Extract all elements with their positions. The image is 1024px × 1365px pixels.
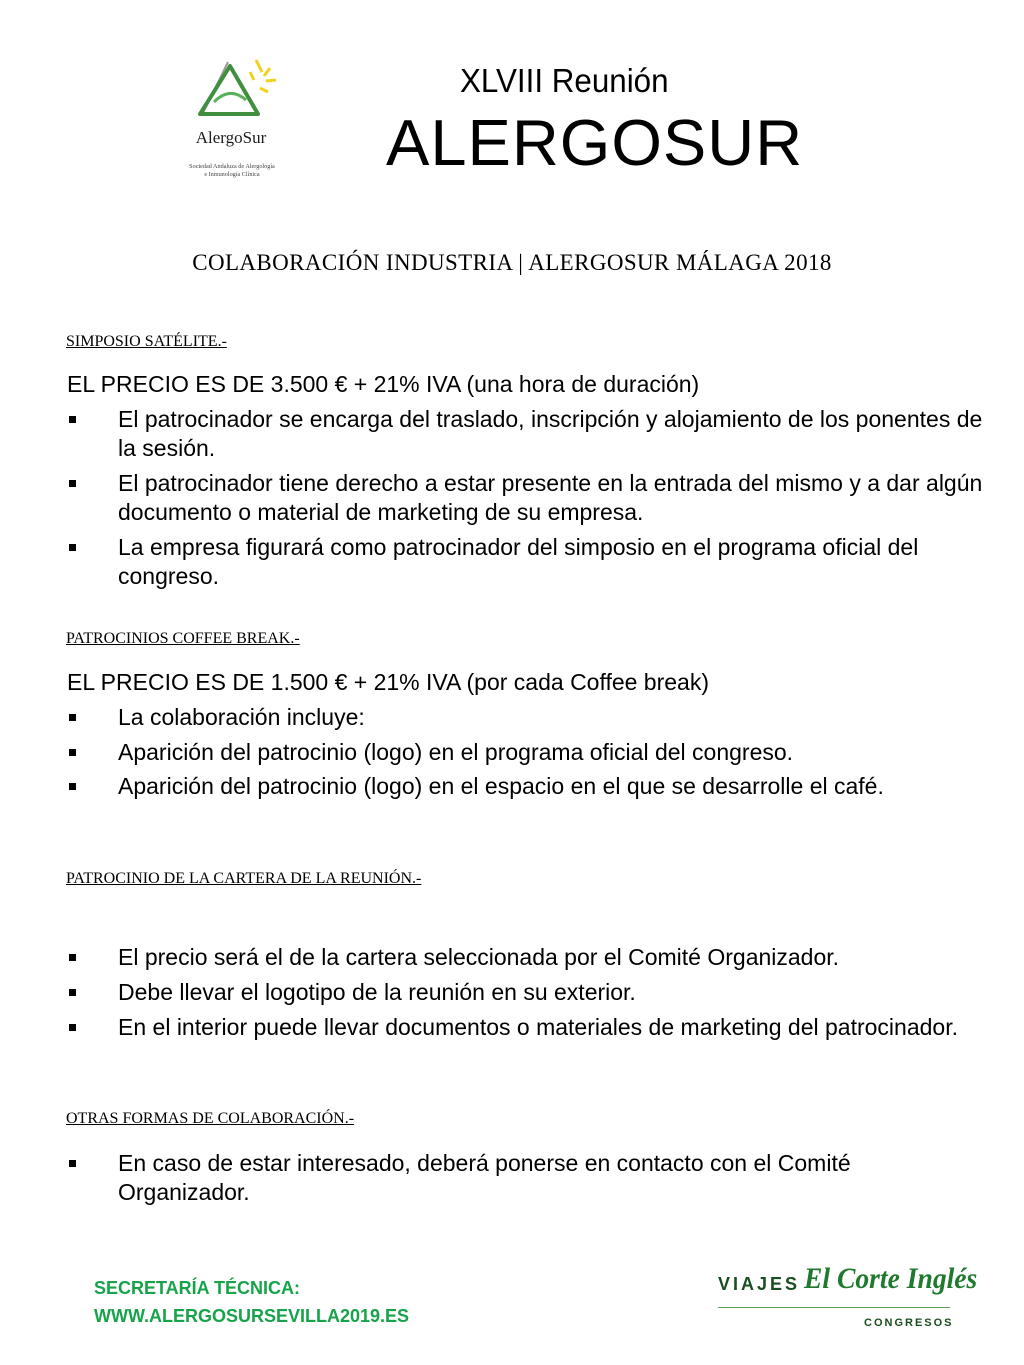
section-heading-cartera: PATROCINIO DE LA CARTERA DE LA REUNIÓN.- — [66, 870, 422, 887]
list-item: Debe llevar el logotipo de la reunión en su exterior. — [67, 978, 987, 1007]
list-item: El precio será el de la cartera seleccionada por el Comité Organizador. — [67, 943, 987, 972]
list-item: La colaboración incluye: — [67, 703, 987, 732]
section-heading-otras: OTRAS FORMAS DE COLABORACIÓN.- — [66, 1110, 355, 1127]
bullet-icon — [69, 749, 76, 756]
bullet-icon — [69, 714, 76, 721]
price-line-simposio: EL PRECIO ES DE 3.500 € + 21% IVA (una hora de duración) — [67, 371, 700, 397]
bullet-icon — [69, 989, 76, 996]
footer-label: SECRETARÍA TÉCNICA: — [94, 1278, 300, 1298]
list-item: Aparición del patrocinio (logo) en el programa oficial del congreso. — [67, 738, 987, 767]
bullet-icon — [69, 416, 76, 423]
brand-viajes: VIAJES — [718, 1274, 801, 1294]
list-item: El patrocinador se encarga del traslado, inscripción y alojamiento de los ponentes de la sesión. — [67, 405, 987, 463]
section-heading-coffee-break: PATROCINIOS COFFEE BREAK.- — [66, 630, 300, 647]
list-item: En caso de estar interesado, deberá ponerse en contacto con el Comité Organizador. — [67, 1149, 987, 1207]
bullet-icon — [69, 954, 76, 961]
bullet-icon — [69, 480, 76, 487]
page-title: COLABORACIÓN INDUSTRIA | ALERGOSUR MÁLAGA 2018 — [192, 250, 832, 275]
brand-divider — [718, 1307, 950, 1308]
logo-name: AlergoSur — [195, 128, 267, 147]
brand-congresos: CONGRESOS — [864, 1317, 954, 1329]
logo-tagline-1: Sociedad Andaluza de Alergología — [189, 163, 275, 170]
bullet-icon — [69, 544, 76, 551]
brand-name: El Corte Inglés — [804, 1262, 978, 1295]
list-item: Aparición del patrocinio (logo) en el espacio en el que se desarrolle el café. — [67, 772, 987, 801]
bullet-icon — [69, 783, 76, 790]
list-item: La empresa figurará como patrocinador del simposio en el programa oficial del congreso. — [67, 533, 987, 591]
footer-url[interactable]: WWW.ALERGOSURSEVILLA2019.ES — [94, 1306, 410, 1326]
bullet-icon — [69, 1024, 76, 1031]
price-line-coffee-break: EL PRECIO ES DE 1.500 € + 21% IVA (por cada Coffee break) — [67, 669, 710, 695]
bullet-icon — [69, 1160, 76, 1167]
el-corte-ingles-logo — [712, 1260, 978, 1340]
section-heading-simposio: SIMPOSIO SATÉLITE.- — [66, 333, 227, 350]
list-item: En el interior puede llevar documentos o materiales de marketing del patrocinador. — [67, 1013, 987, 1042]
logo-tagline-2: e Inmunología Clínica — [204, 171, 260, 178]
list-item: El patrocinador tiene derecho a estar presente en la entrada del mismo y a dar algún documento o material de marketing de su empresa. — [67, 469, 987, 527]
alergosur-logo — [170, 50, 290, 185]
meeting-edition: XLVIII Reunión — [460, 62, 669, 99]
logo-emblem-icon — [170, 50, 290, 130]
meeting-name: ALERGOSUR — [386, 106, 804, 179]
